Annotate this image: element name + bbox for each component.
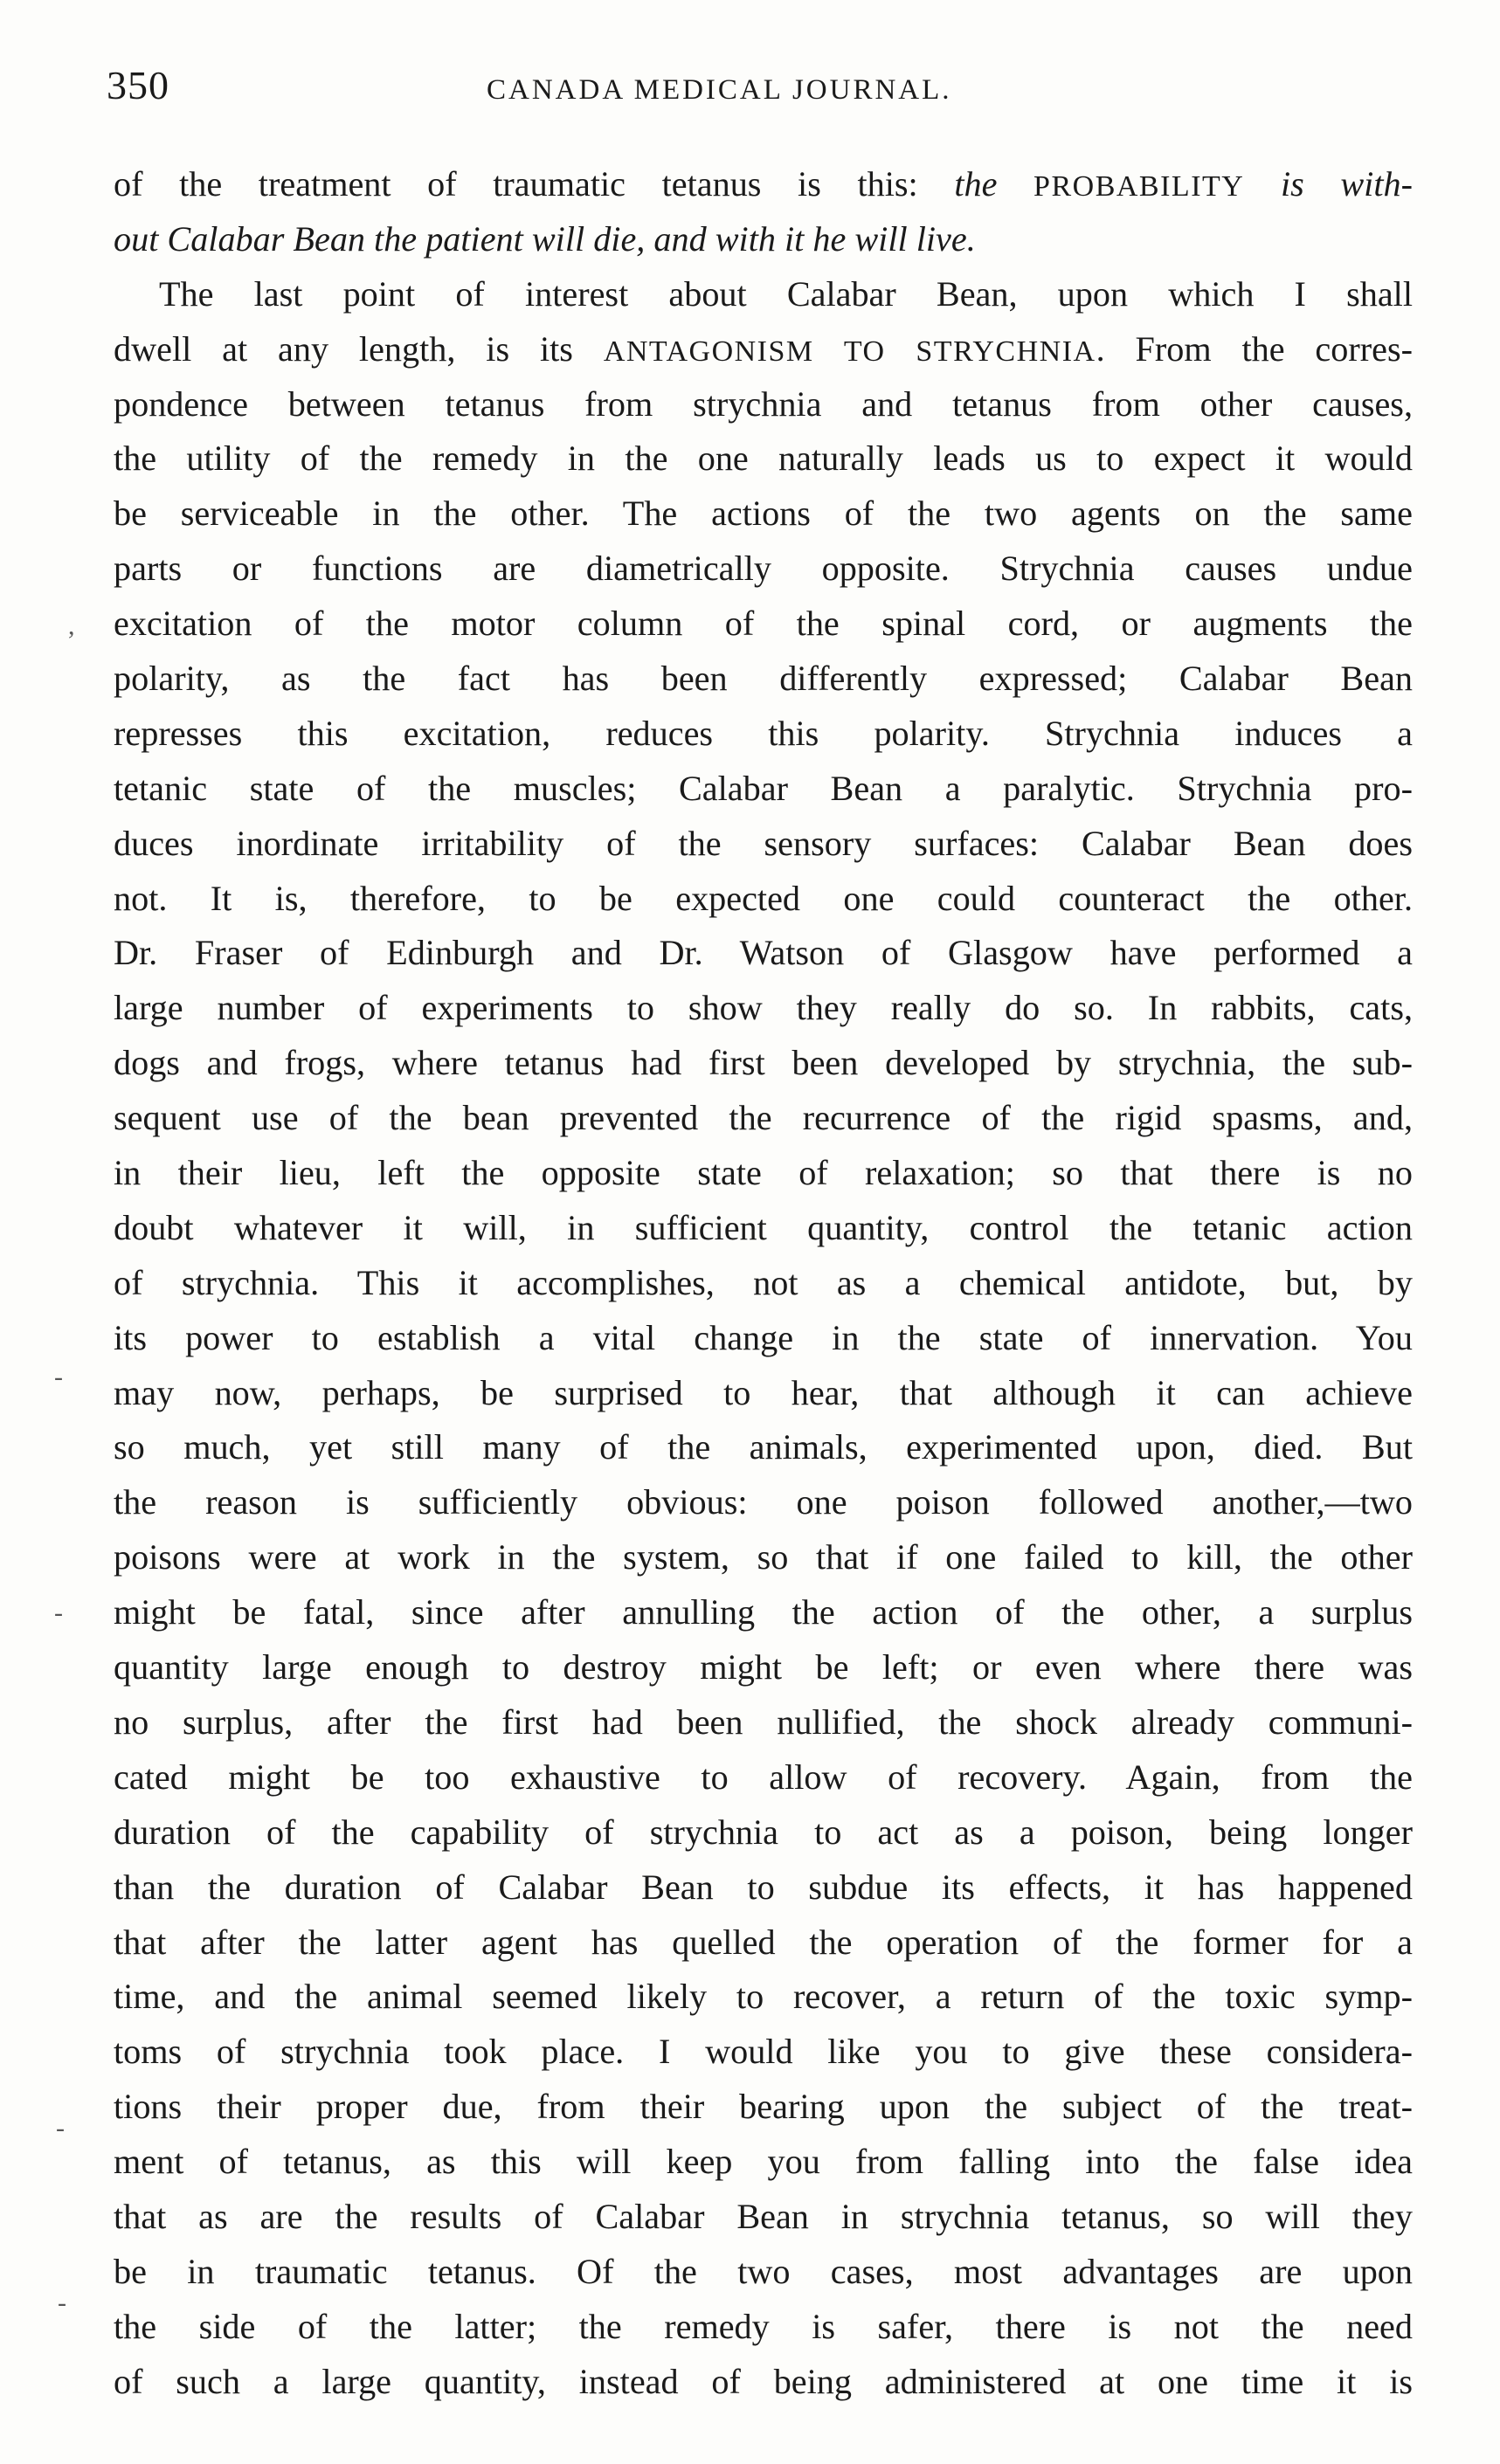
text-fragment: PROBABILITY (1033, 170, 1245, 203)
text-fragment: might be fatal, since after annulling the action of the other, a surplus (114, 1592, 1413, 1632)
text-line (114, 1805, 1413, 1860)
text-line (114, 707, 1413, 762)
text-line (114, 1311, 1413, 1366)
text-line (114, 1970, 1413, 2025)
text-fragment: . From the corres- (1096, 328, 1413, 369)
page-number: 350 (107, 63, 169, 107)
text-line (114, 1530, 1413, 1585)
text-fragment: polarity, as the fact has been differently expressed; Calabar Bean (114, 659, 1413, 699)
text-line (114, 212, 1413, 267)
margin-mark: - (56, 2114, 65, 2143)
text-fragment: tetanic state of the muscles; Calabar Bean a paralytic. Strychnia pro- (114, 768, 1413, 808)
text-fragment: of such a large quantity, instead of being administered at one time it is (114, 2361, 1413, 2401)
text-fragment: the (917, 164, 1034, 204)
running-head: CANADA MEDICAL JOURNAL. (487, 74, 952, 106)
text-line (114, 267, 1413, 322)
text-line (114, 2355, 1413, 2410)
text-fragment: out Calabar Bean the patient will die, and with it he will live. (114, 218, 976, 259)
margin-mark: - (54, 1598, 63, 1627)
text-fragment: Dr. Fraser of Edinburgh and Dr. Watson of Glasgow have performed a (114, 933, 1413, 973)
text-fragment: its power to establish a vital change in the state of innervation. You (114, 1317, 1413, 1357)
text-fragment: the side of the latter; the remedy is safer, there is not the need (114, 2306, 1413, 2346)
text-line (114, 2190, 1413, 2245)
text-fragment: toms of strychnia took place. I would like you to give these considera- (114, 2032, 1413, 2072)
text-line (114, 377, 1413, 432)
text-line (114, 2080, 1413, 2135)
text-fragment: cated might be too exhaustive to allow of recovery. Again, from the (114, 1757, 1413, 1797)
text-fragment: time, and the animal seemed likely to recover, a return of the toxic symp- (114, 1977, 1413, 2017)
text-fragment: of strychnia. This it accomplishes, not as a chemical antidote, but, by (114, 1262, 1413, 1302)
text-fragment: quantity large enough to destroy might be left; or even where there was (114, 1647, 1413, 1688)
text-line (114, 1256, 1413, 1311)
text-line (114, 1201, 1413, 1256)
text-line (114, 597, 1413, 652)
text-fragment: so much, yet still many of the animals, experimented upon, died. But (114, 1427, 1413, 1467)
text-line (114, 542, 1413, 597)
text-fragment: pondence between tetanus from strychnia and tetanus from other causes, (114, 383, 1413, 424)
text-line (114, 487, 1413, 542)
text-fragment: may now, perhaps, be surprised to hear, that although it can achieve (114, 1372, 1413, 1412)
text-line (114, 1036, 1413, 1091)
text-fragment: duces inordinate irritability of the sensory surfaces: Calabar Bean does (114, 823, 1413, 863)
text-line (114, 1750, 1413, 1805)
text-fragment: the utility of the remedy in the one naturally leads us to expect it would (114, 438, 1413, 479)
text-line (114, 1640, 1413, 1695)
margin-mark: , (68, 611, 75, 640)
page-header (107, 59, 1434, 121)
text-line (114, 1420, 1413, 1475)
text-fragment: than the duration of Calabar Bean to subdue its effects, it has happened (114, 1867, 1413, 1907)
text-fragment: be serviceable in the other. The actions of the two agents on the same (114, 493, 1413, 534)
text-line (114, 322, 1413, 377)
text-line (114, 157, 1413, 212)
text-line (114, 872, 1413, 927)
text-fragment: ment of tetanus, as this will keep you from falling into the false idea (114, 2142, 1413, 2182)
text-fragment: parts or functions are diametrically opposite. Strychnia causes undue (114, 549, 1413, 589)
text-fragment: be in traumatic tetanus. Of the two cases, most advantages are upon (114, 2251, 1413, 2291)
text-fragment: excitation of the motor column of the spinal cord, or augments the (114, 604, 1413, 644)
text-line (114, 1091, 1413, 1146)
text-line (114, 1585, 1413, 1640)
text-fragment: in their lieu, left the opposite state of relaxation; so that there is no (114, 1153, 1413, 1193)
text-line (114, 652, 1413, 707)
margin-mark: - (58, 2288, 66, 2317)
article-body (114, 157, 1413, 2410)
text-line (114, 1366, 1413, 1421)
text-line (114, 1475, 1413, 1530)
text-line (114, 2300, 1413, 2355)
text-fragment: no surplus, after the first had been nullified, the shock already communi- (114, 1701, 1413, 1742)
text-fragment: tions their proper due, from their bearing upon the subject of the treat- (114, 2087, 1413, 2127)
text-line (114, 926, 1413, 981)
text-line (114, 1860, 1413, 1915)
text-fragment: duration of the capability of strychnia to act as a poison, being longer (114, 1812, 1413, 1852)
text-fragment: The last point of interest about Calabar Bean, upon which I shall (159, 273, 1413, 314)
text-fragment: not. It is, therefore, to be expected one could counteract the other. (114, 878, 1413, 918)
margin-mark: - (54, 1363, 63, 1391)
text-line (114, 2025, 1413, 2080)
text-fragment: large number of experiments to show they really do so. In rabbits, cats, (114, 988, 1413, 1028)
text-fragment: ANTAGONISM TO STRYCHNIA (603, 335, 1096, 368)
text-line (114, 2245, 1413, 2300)
text-fragment: dogs and frogs, where tetanus had first been developed by strychnia, the sub- (114, 1043, 1413, 1083)
text-line (114, 1915, 1413, 1971)
text-fragment: represses this excitation, reduces this polarity. Strychnia induces a (114, 713, 1413, 753)
text-line (114, 431, 1413, 487)
text-line (114, 762, 1413, 817)
text-fragment: of the treatment of traumatic tetanus is this: (114, 164, 918, 204)
text-line (114, 817, 1413, 872)
text-line (114, 1146, 1413, 1201)
text-fragment: the reason is sufficiently obvious: one poison followed another,—two (114, 1482, 1413, 1522)
text-line (114, 981, 1413, 1036)
text-fragment: doubt whatever it will, in sufficient quantity, control the tetanic action (114, 1207, 1413, 1247)
text-fragment: sequent use of the bean prevented the recurrence of the rigid spasms, and, (114, 1098, 1413, 1138)
text-fragment: that after the latter agent has quelled the operation of the former for a (114, 1922, 1413, 1962)
text-fragment: is with- (1244, 164, 1413, 204)
text-line (114, 1695, 1413, 1750)
text-fragment: poisons were at work in the system, so that if one failed to kill, the other (114, 1537, 1413, 1577)
text-fragment: that as are the results of Calabar Bean in strychnia tetanus, so will they (114, 2196, 1413, 2236)
text-fragment: dwell at any length, is its (114, 328, 604, 369)
text-line (114, 2135, 1413, 2190)
